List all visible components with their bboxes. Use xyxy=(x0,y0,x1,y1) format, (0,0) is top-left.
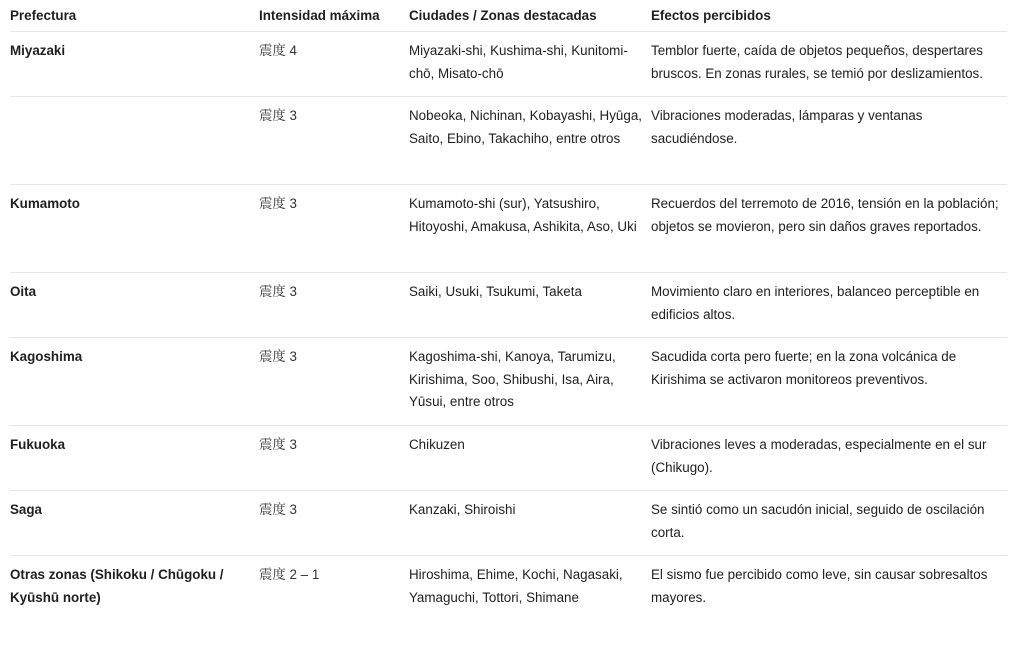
cities-cell: Chikuzen xyxy=(409,437,465,452)
intensity-cell: 震度 3 xyxy=(259,437,297,452)
prefecture-cell: Saga xyxy=(10,502,43,517)
cities-cell: Kanzaki, Shiroishi xyxy=(409,502,516,517)
effects-cell: Vibraciones moderadas, lámparas y ventanas sacudiéndose. xyxy=(651,108,923,146)
earthquake-table xyxy=(10,0,1007,651)
prefecture-cell: Miyazaki xyxy=(10,43,66,58)
prefecture-cell: Fukuoka xyxy=(10,437,66,452)
cities-cell: Saiki, Usuki, Tsukumi, Taketa xyxy=(409,284,582,299)
intensity-cell: 震度 3 xyxy=(259,196,297,211)
prefecture-cell: Kumamoto xyxy=(10,196,80,211)
effects-cell: El sismo fue percibido como leve, sin causar sobresaltos mayores. xyxy=(651,567,988,605)
prefecture-cell: Kagoshima xyxy=(10,349,83,364)
table-header-row xyxy=(10,0,1007,32)
table-row xyxy=(10,491,1007,556)
table-row xyxy=(10,426,1007,491)
intensity-cell: 震度 3 xyxy=(259,108,297,123)
header-intensity: Intensidad máxima xyxy=(259,8,380,23)
intensity-cell: 震度 2 – 1 xyxy=(259,567,320,582)
effects-cell: Movimiento claro en interiores, balanceo perceptible en edificios altos. xyxy=(651,284,980,322)
intensity-cell: 震度 3 xyxy=(259,349,297,364)
header-prefecture: Prefectura xyxy=(10,8,77,23)
cities-cell: Miyazaki-shi, Kushima-shi, Kunitomi-chō, Misato-chō xyxy=(409,43,628,81)
table-row xyxy=(10,273,1007,338)
effects-cell: Temblor fuerte, caída de objetos pequeños, despertares bruscos. En zonas rurales, se temió por deslizamientos. xyxy=(651,43,983,81)
intensity-cell: 震度 4 xyxy=(259,43,297,58)
table-row xyxy=(10,97,1007,185)
prefecture-cell xyxy=(10,105,259,184)
effects-cell: Recuerdos del terremoto de 2016, tensión en la población; objetos se movieron, pero sin daños graves reportados. xyxy=(651,196,999,234)
effects-cell: Se sintió como un sacudón inicial, seguido de oscilación corta. xyxy=(651,502,985,540)
prefecture-cell: Oita xyxy=(10,284,37,299)
prefecture-cell: Otras zonas (Shikoku / Chūgoku / Kyūshū norte) xyxy=(10,567,224,605)
effects-cell: Vibraciones leves a moderadas, especialmente en el sur (Chikugo). xyxy=(651,437,987,475)
intensity-cell: 震度 3 xyxy=(259,284,297,299)
intensity-cell: 震度 3 xyxy=(259,502,297,517)
table-row xyxy=(10,185,1007,273)
table-row xyxy=(10,556,1007,651)
effects-cell: Sacudida corta pero fuerte; en la zona volcánica de Kirishima se activaron monitoreos preventivos. xyxy=(651,349,957,387)
cities-cell: Kumamoto-shi (sur), Yatsushiro, Hitoyoshi, Amakusa, Ashikita, Aso, Uki xyxy=(409,196,637,234)
cities-cell: Hiroshima, Ehime, Kochi, Nagasaki, Yamaguchi, Tottori, Shimane xyxy=(409,567,623,605)
table-row xyxy=(10,338,1007,426)
cities-cell: Kagoshima-shi, Kanoya, Tarumizu, Kirishima, Soo, Shibushi, Isa, Aira, Yūsui, entre otros xyxy=(409,349,616,409)
header-effects: Efectos percibidos xyxy=(651,8,771,23)
cities-cell: Nobeoka, Nichinan, Kobayashi, Hyūga, Saito, Ebino, Takachiho, entre otros xyxy=(409,108,642,146)
header-cities: Ciudades / Zonas destacadas xyxy=(409,8,597,23)
table-row xyxy=(10,32,1007,97)
